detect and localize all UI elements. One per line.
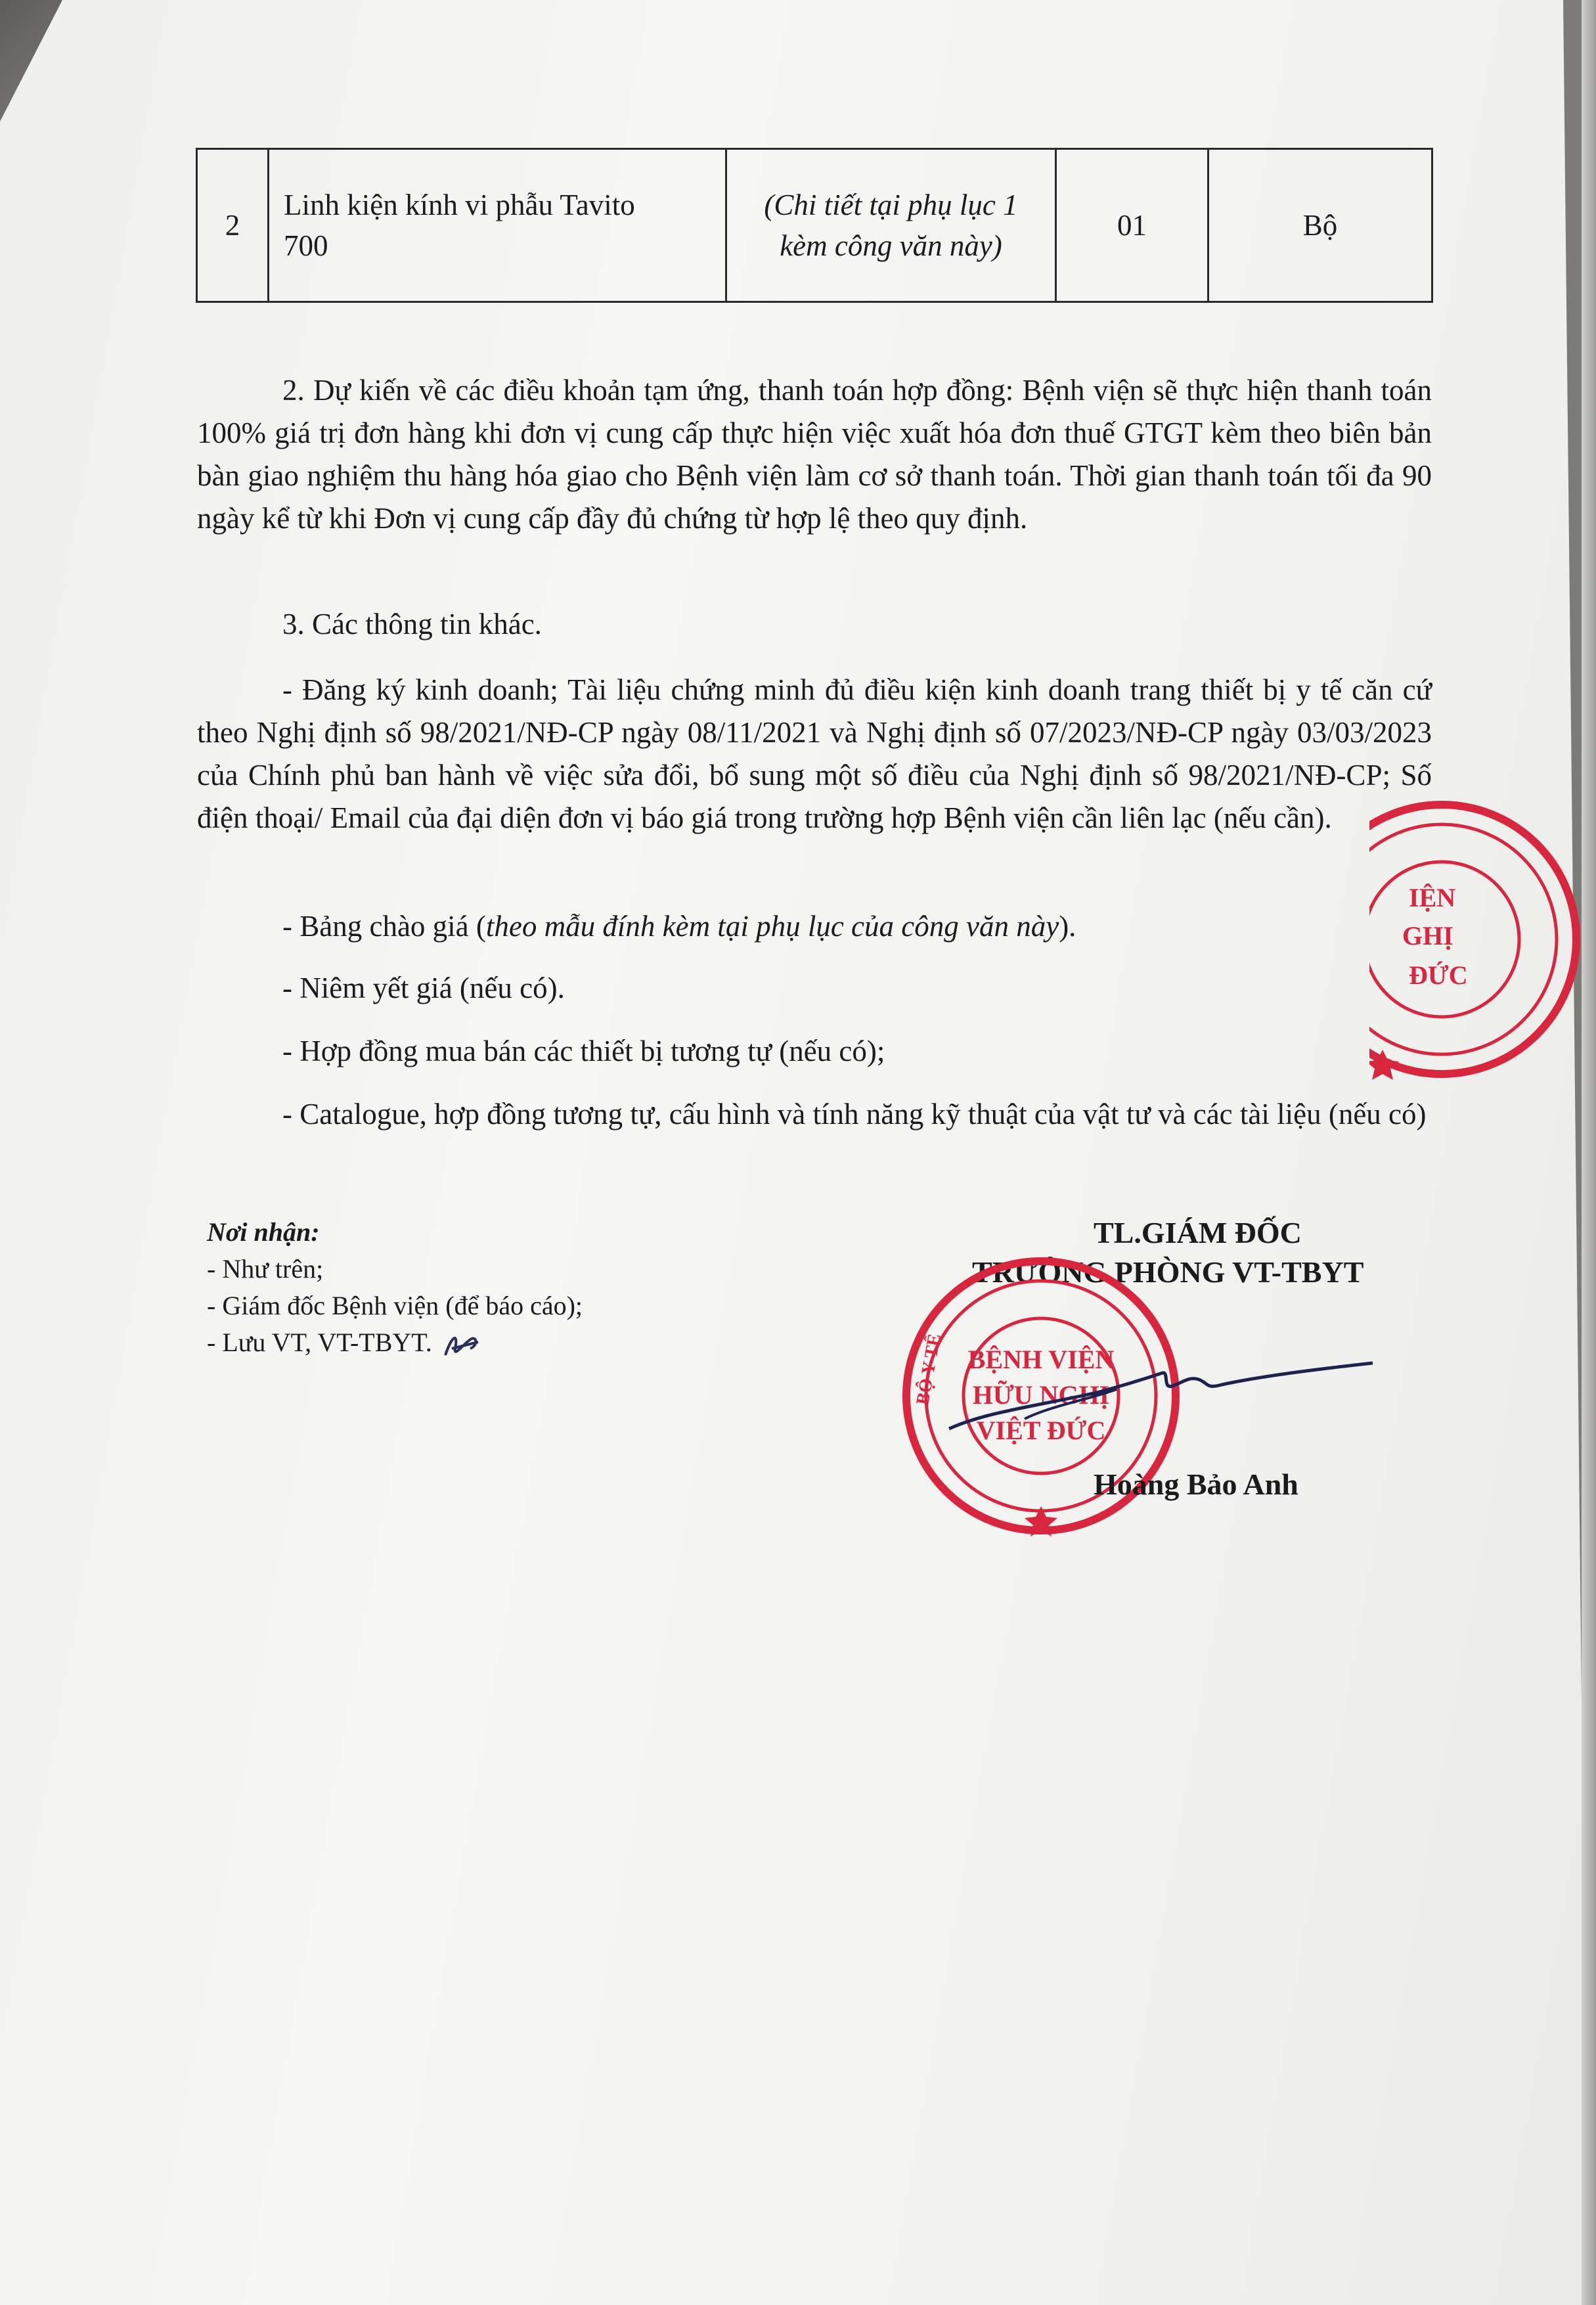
item-name-line2: 700: [284, 229, 328, 262]
cell-quantity: 01: [1056, 149, 1208, 302]
page-edge: [1582, 0, 1596, 2305]
cell-spec: [726, 149, 1056, 302]
listed-price-text: - Niêm yết giá (nếu có).: [282, 972, 565, 1004]
recipients-block: [207, 1214, 583, 1362]
recipients-header: Nơi nhận:: [207, 1217, 320, 1247]
payment-terms-text: 2. Dự kiến về các điều khoản tạm ứng, thanh toán hợp đồng: Bệnh viện sẽ thực hiện thanh toán 100% giá trị đơn hàng khi đơn vị cung cấp thực hiện việc xuất hóa đơn thuế GTGT kèm theo biên bản bàn giao nghiệm thu hàng hóa giao cho Bệnh viện làm cơ sở thanh toán. Thời gian thanh toán tối đa 90 ngày kể từ khi Đơn vị cung cấp đầy đủ chứng từ hợp lệ theo quy định.: [197, 374, 1432, 535]
recipient-item: [207, 1324, 583, 1362]
handwritten-signature: [946, 1353, 1379, 1445]
quotation-suffix: ).: [1059, 910, 1076, 943]
other-info-text: 3. Các thông tin khác.: [282, 608, 542, 640]
recipient-item-text: - Lưu VT, VT-TBYT.: [207, 1328, 432, 1357]
signature-title-2: TRƯỞNG PHÒNG VT-TBYT: [972, 1255, 1364, 1289]
other-info-heading: [197, 603, 1432, 646]
stamp-edge-text: BỘ Y TẾ: [912, 1332, 945, 1407]
business-registration-text: - Đăng ký kinh doanh; Tài liệu chứng minh đủ điều kiện kinh doanh trang thiết bị y tế căn cứ theo Nghị định số 98/2021/NĐ-CP ngày 08/11/2021 và Nghị định số 07/2023/NĐ-CP ngày 03/03/2023 của Chính phủ ban hành về việc sửa đổi, bổ sung một số điều của Nghị định số 98/2021/NĐ-CP; Số điện thoại/ Email của đại diện đơn vị báo giá trong trường hợp Bệnh viện cần liên lạc (nếu cần).: [197, 673, 1432, 834]
svg-text:IỆN: IỆN: [1409, 883, 1456, 912]
svg-text:GHỊ: GHỊ: [1402, 921, 1453, 951]
quotation-prefix: - Bảng chào giá (: [282, 910, 486, 943]
quotation-bullet: [197, 905, 1432, 948]
catalogue-bullet: [197, 1093, 1432, 1136]
margin-seal-stamp: [1369, 795, 1586, 1084]
catalogue-text: - Catalogue, hợp đồng tương tự, cấu hình và tính năng kỹ thuật của vật tư và các tài liệu (nếu có): [282, 1098, 1427, 1130]
table-row: [197, 149, 1432, 302]
stamp-line3: VIỆT ĐỨC: [976, 1416, 1106, 1445]
recipient-item: - Như trên;: [207, 1254, 324, 1284]
initials-scribble: [439, 1329, 485, 1362]
recipient-item: - Giám đốc Bệnh viện (để báo cáo);: [207, 1291, 583, 1320]
stamp-line2: HỮU NGHỊ: [972, 1380, 1110, 1410]
quotation-italic: theo mẫu đính kèm tại phụ lục của công văn này: [485, 910, 1059, 943]
cell-unit: Bộ: [1208, 149, 1432, 302]
cell-stt: 2: [197, 149, 269, 302]
svg-text:ĐỨC: ĐỨC: [1409, 960, 1468, 990]
signer-name: Hoàng Bảo Anh: [1094, 1467, 1298, 1501]
spec-line1: (Chi tiết tại phụ lục 1: [764, 189, 1018, 221]
item-name-line1: Linh kiện kính vi phẫu Tavito: [284, 189, 635, 221]
similar-contracts-bullet: [197, 1030, 1432, 1073]
similar-contracts-text: - Hợp đồng mua bán các thiết bị tương tự (nếu có);: [282, 1035, 885, 1067]
spec-line2: kèm công văn này): [780, 229, 1002, 262]
payment-terms-paragraph: [197, 369, 1432, 540]
business-registration-bullet: [197, 669, 1432, 839]
items-table: [196, 148, 1433, 303]
listed-price-bullet: [197, 967, 1432, 1010]
quotation-text: [197, 905, 1432, 948]
signature-title-1: TL.GIÁM ĐỐC: [1094, 1216, 1302, 1249]
stamp-line1: BỆNH VIỆN: [967, 1345, 1115, 1374]
cell-item-name: [269, 149, 726, 302]
